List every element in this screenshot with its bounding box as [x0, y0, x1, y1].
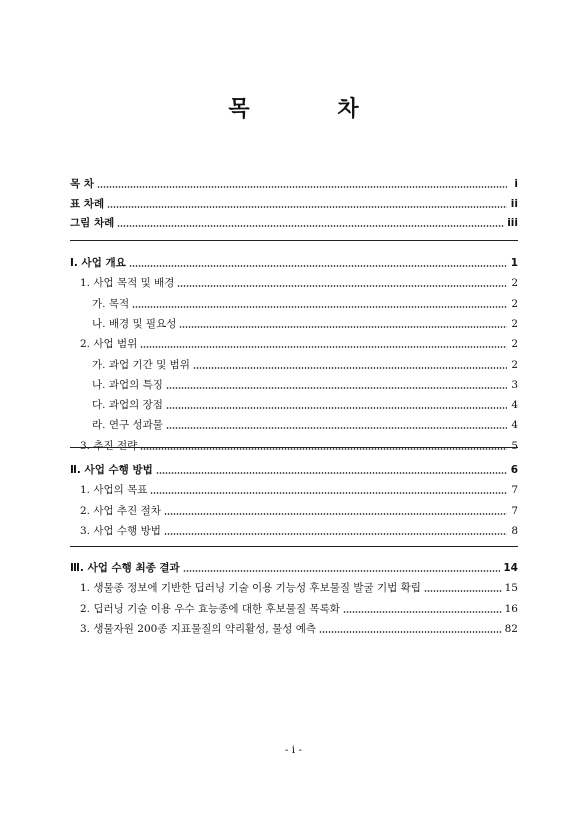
- toc-entry-label: Ⅲ. 사업 수행 최종 결과: [70, 562, 180, 574]
- toc-entry[interactable]: [70, 313, 518, 331]
- toc-entry-page: 2: [511, 359, 518, 371]
- toc-entry-label: Ⅰ. 사업 개요: [70, 257, 126, 269]
- toc-entry-page: 3: [511, 379, 518, 391]
- toc-section-heading[interactable]: [70, 459, 518, 477]
- toc-entry-page: 4: [511, 399, 518, 411]
- toc-entry-label: 표 차례: [70, 198, 105, 210]
- toc-entry-page: 7: [511, 505, 518, 517]
- toc-entry[interactable]: [70, 272, 518, 290]
- toc-entry-label: 3. 추진 전략: [80, 440, 138, 452]
- dot-leader: [179, 326, 507, 328]
- toc-entry-page: 2: [511, 318, 518, 330]
- toc-entry-page: 1: [510, 257, 518, 269]
- section-divider: [70, 546, 518, 547]
- toc-front-entry[interactable]: [70, 193, 518, 211]
- toc-entry-label: Ⅱ. 사업 수행 방법: [70, 464, 153, 476]
- toc-section-heading[interactable]: [70, 557, 518, 575]
- toc-entry-label: 3. 사업 수행 방법: [80, 525, 161, 537]
- toc-entry-page: 8: [511, 525, 518, 537]
- toc-entry[interactable]: [70, 618, 518, 636]
- toc-entry[interactable]: [70, 577, 518, 595]
- dot-leader: [193, 367, 507, 369]
- dot-leader: [166, 427, 507, 429]
- dot-leader: [319, 631, 502, 633]
- dot-leader: [343, 611, 502, 613]
- toc-entry-page: 14: [503, 562, 518, 574]
- toc-entry[interactable]: [70, 333, 518, 351]
- toc-entry-page: 2: [511, 298, 518, 310]
- toc-entry-label: 라. 연구 성과물: [92, 419, 163, 431]
- toc-entry-page: 4: [511, 419, 518, 431]
- dot-leader: [177, 285, 507, 287]
- dot-leader: [164, 533, 507, 535]
- toc-entry-label: 1. 사업의 목표: [80, 484, 148, 496]
- dot-leader: [117, 225, 504, 227]
- dot-leader: [183, 570, 501, 572]
- toc-entry[interactable]: [70, 374, 518, 392]
- dot-leader: [132, 306, 507, 308]
- toc-entry[interactable]: [70, 394, 518, 412]
- dot-leader: [140, 448, 507, 450]
- toc-entry-page: 15: [504, 582, 518, 594]
- toc-entry-label: 1. 사업 목적 및 배경: [80, 277, 175, 289]
- toc-entry-page: iii: [507, 217, 518, 229]
- toc-section-heading[interactable]: [70, 252, 518, 270]
- toc-entry-page: 2: [511, 338, 518, 350]
- section-divider: [70, 240, 518, 241]
- toc-entry-page: 5: [511, 440, 518, 452]
- dot-leader: [164, 513, 507, 515]
- dot-leader: [140, 346, 507, 348]
- toc-entry[interactable]: [70, 500, 518, 518]
- toc-entry-page: 82: [504, 623, 518, 635]
- toc-entry[interactable]: [70, 435, 518, 453]
- toc-entry[interactable]: [70, 414, 518, 432]
- toc-entry-page: 7: [511, 484, 518, 496]
- page-title: 목 차: [228, 96, 399, 122]
- toc-entry-page: 2: [511, 277, 518, 289]
- toc-entry-label: 목 차: [70, 178, 94, 190]
- dot-leader: [166, 387, 507, 389]
- toc-front-entry[interactable]: [70, 212, 518, 230]
- toc-entry[interactable]: [70, 520, 518, 538]
- toc-entry[interactable]: [70, 354, 518, 372]
- toc-entry-label: 가. 과업 기간 및 범위: [92, 359, 190, 371]
- dot-leader: [97, 186, 507, 188]
- dot-leader: [129, 265, 507, 267]
- toc-entry[interactable]: [70, 598, 518, 616]
- toc-entry-label: 나. 배경 및 필요성: [92, 318, 177, 330]
- toc-entry-page: 16: [504, 603, 518, 615]
- toc-front-entry[interactable]: [70, 173, 518, 191]
- toc-entry-page: 6: [510, 464, 518, 476]
- toc-entry-label: 2. 사업 범위: [80, 338, 138, 350]
- toc-entry-page: ii: [510, 198, 518, 210]
- page-number: - i -: [284, 744, 303, 756]
- toc-entry-label: 3. 생물자원 200종 지표물질의 약리활성, 물성 예측: [80, 623, 316, 635]
- dot-leader: [150, 492, 507, 494]
- toc-entry[interactable]: [70, 479, 518, 497]
- section-divider: [70, 447, 518, 448]
- dot-leader: [166, 407, 507, 409]
- toc-entry-label: 2. 사업 추진 절차: [80, 505, 161, 517]
- dot-leader: [156, 472, 507, 474]
- toc-entry-label: 나. 과업의 특징: [92, 379, 163, 391]
- toc-entry-label: 2. 딥러닝 기술 이용 우수 효능종에 대한 후보물질 목록화: [80, 603, 340, 615]
- toc-entry-label: 그림 차례: [70, 217, 115, 229]
- toc-entry-label: 1. 생물종 정보에 기반한 딥러닝 기술 이용 기능성 후보물질 발굴 기법 확립: [80, 582, 421, 594]
- toc-entry-label: 다. 과업의 장점: [92, 399, 163, 411]
- toc-entry[interactable]: [70, 293, 518, 311]
- dot-leader: [107, 206, 507, 208]
- dot-leader: [424, 590, 502, 592]
- toc-entry-page: i: [514, 178, 518, 190]
- toc-entry-label: 가. 목적: [92, 298, 130, 310]
